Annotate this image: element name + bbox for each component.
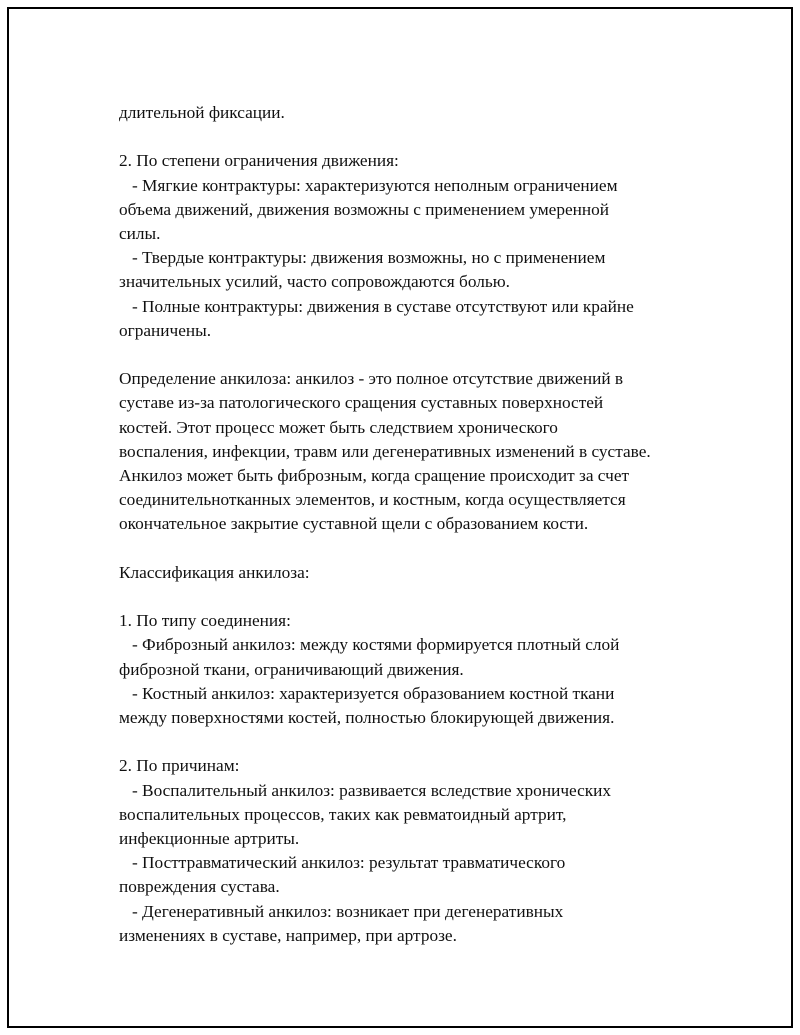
text-line: силы.	[119, 224, 161, 243]
text-line: - Твердые контрактуры: движения возможны, но с применением	[119, 248, 606, 268]
text-line: - Полные контрактуры: движения в суставе отсутствуют или крайне	[119, 296, 634, 316]
blank-line	[119, 730, 699, 754]
text-line: Определение анкилоза: анкилоз - это полное отсутствие движений в	[119, 369, 624, 389]
text-line: воспаления, инфекции, травм или дегенеративных изменений в суставе.	[119, 441, 651, 461]
text-line: воспалительных процессов, таких как ревматоидный артрит,	[119, 804, 567, 824]
text-line: 1. По типу соединения:	[119, 611, 291, 631]
text-line: суставе из-за патологического сращения суставных поверхностей	[119, 393, 604, 413]
page-frame	[7, 7, 793, 1028]
text-line: - Мягкие контрактуры: характеризуются неполным ограничением	[119, 175, 618, 195]
text-line: - Фиброзный анкилоз: между костями формируется плотный слой	[119, 635, 620, 655]
text-line: окончательное закрытие суставной щели с образованием кости.	[119, 514, 589, 534]
text-line: длительной фиксации.	[119, 103, 285, 122]
text-line: 2. По степени ограничения движения:	[119, 151, 399, 171]
text-line: - Воспалительный анкилоз: развивается вследствие хронических	[119, 780, 612, 800]
document-body	[119, 101, 699, 948]
text-line: объема движений, движения возможны с применением умеренной	[119, 199, 610, 219]
text-line: - Дегенеративный анкилоз: возникает при дегенеративных	[119, 901, 564, 921]
text-line: между поверхностями костей, полностью блокирующей движения.	[119, 708, 615, 728]
text-line: ограничены.	[119, 320, 212, 340]
blank-line	[119, 537, 699, 561]
text-line: значительных усилий, часто сопровождаются болью.	[119, 272, 510, 292]
text-line: соединительнотканных элементов, и костным, когда осуществляется	[119, 490, 626, 510]
text-line: 2. По причинам:	[119, 756, 240, 776]
text-line: - Посттравматический анкилоз: результат травматического	[119, 853, 566, 873]
text-line: изменениях в суставе, например, при артрозе.	[119, 925, 457, 945]
text-line: повреждения сустава.	[119, 877, 280, 897]
text-line: Классификация анкилоза:	[119, 562, 310, 582]
text-line: фиброзной ткани, ограничивающий движения.	[119, 659, 464, 679]
blank-line	[119, 125, 699, 149]
text-line: инфекционные артриты.	[119, 829, 300, 849]
text-line: костей. Этот процесс может быть следствием хронического	[119, 417, 558, 437]
blank-line	[119, 585, 699, 609]
text-line: - Костный анкилоз: характеризуется образованием костной ткани	[119, 683, 615, 703]
blank-line	[119, 343, 699, 367]
text-line: Анкилоз может быть фиброзным, когда сращение происходит за счет	[119, 466, 630, 486]
